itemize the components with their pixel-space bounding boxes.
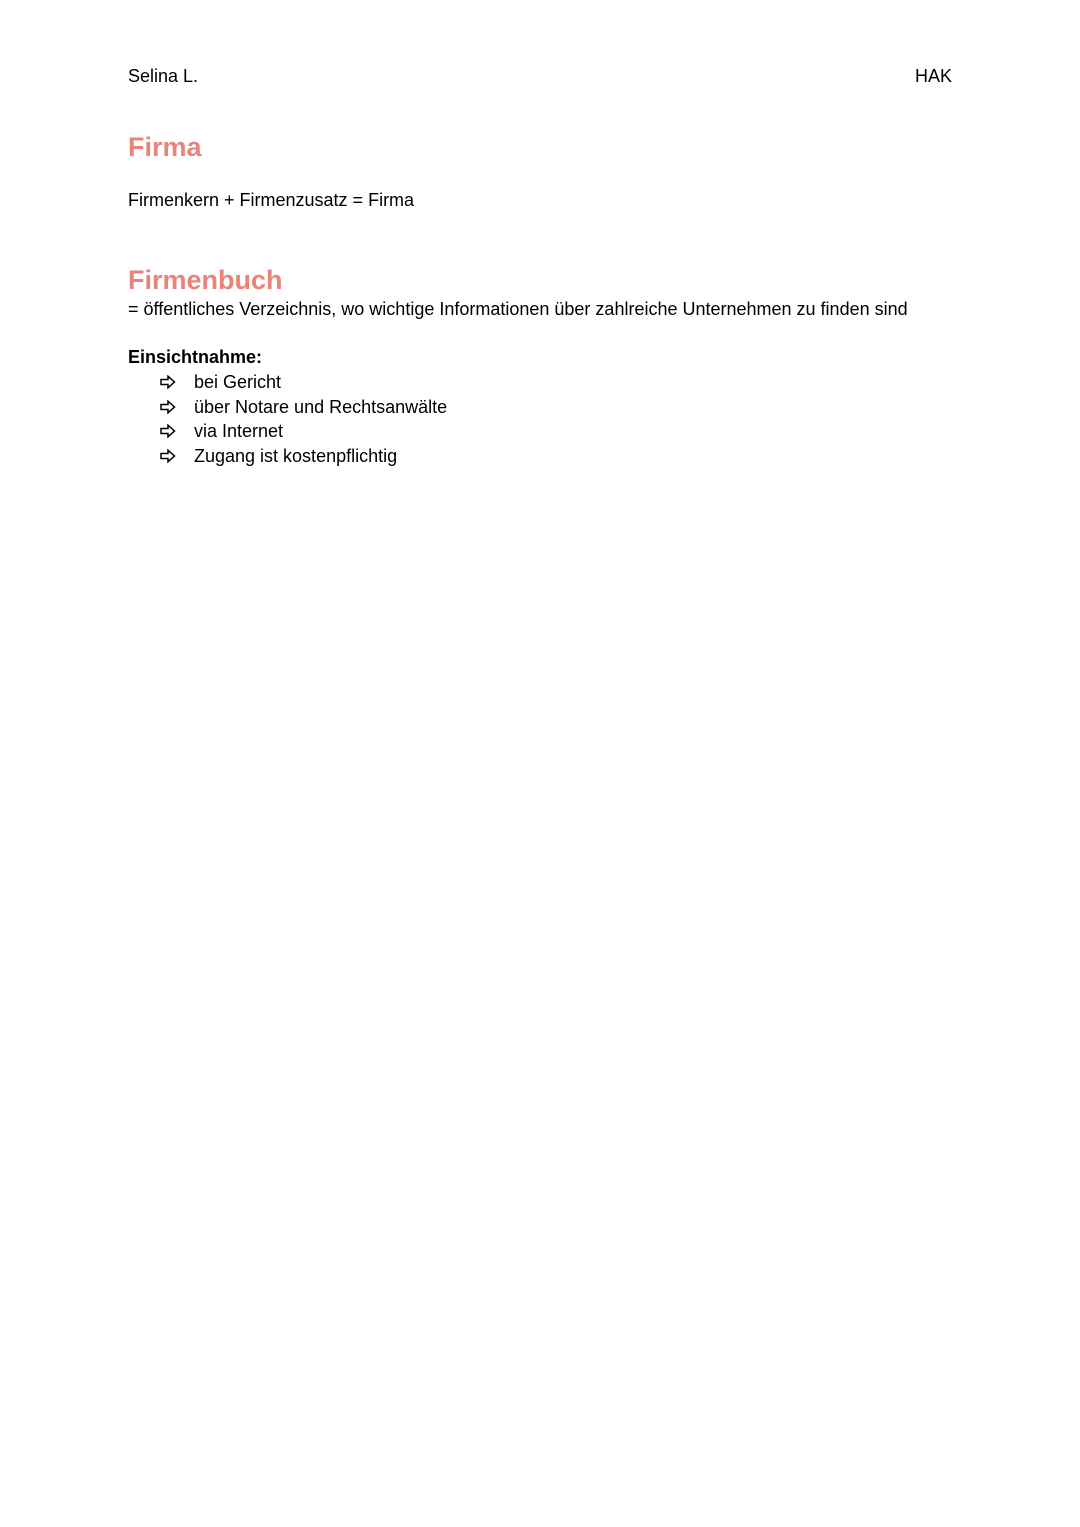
list-item [160,370,447,395]
einsichtnahme-subheading: Einsichtnahme: [128,347,263,367]
section-title-firma: Firma [128,132,202,162]
outlined-right-arrow-icon [160,375,194,389]
firmenbuch-definition: = öffentliches Verzeichnis, wo wichtige Informationen über zahlreiche Unternehmen zu finden sind [128,299,908,319]
outlined-right-arrow-icon [160,449,194,463]
list-item-text: Zugang ist kostenpflichtig [194,445,398,466]
header-school: HAK [914,66,952,86]
list-item [160,444,447,469]
firma-formula: Firmenkern + Firmenzusatz = Firma [128,190,415,210]
list-item-text: via Internet [194,421,284,442]
list-item [160,395,447,420]
section-title-firmenbuch: Firmenbuch [128,265,283,295]
outlined-right-arrow-icon [160,424,194,438]
list-item [160,419,447,444]
list-item-text: bei Gericht [194,372,282,393]
outlined-right-arrow-icon [160,400,194,414]
header-author: Selina L. [128,66,199,86]
list-item-text: über Notare und Rechtsanwälte [194,396,448,417]
einsichtnahme-list [160,370,447,468]
